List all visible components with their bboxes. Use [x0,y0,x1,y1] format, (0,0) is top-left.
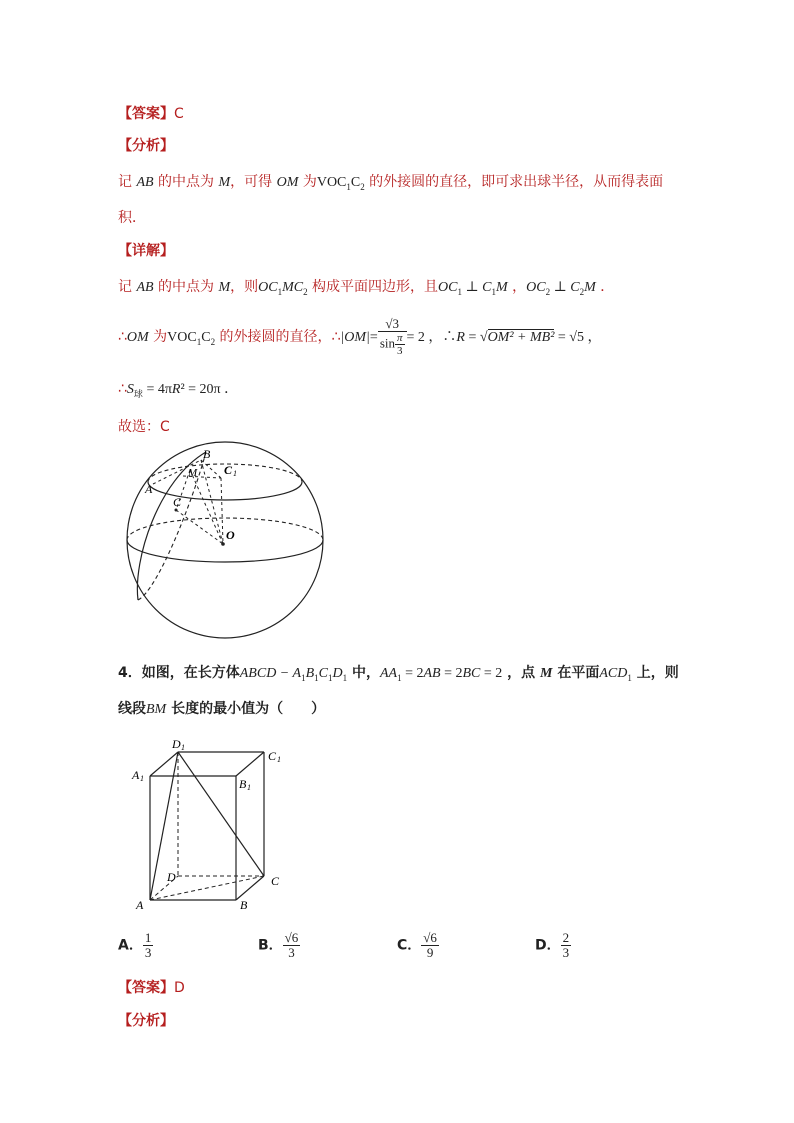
box-label-C: C [271,874,280,888]
question-4-line-2: 线段BM 长度的最小值为（ ） [118,701,326,717]
detail-heading [118,240,174,260]
choose-line: 故选：C [118,419,170,435]
box-label-C1: C [268,749,277,763]
box-label-A: A [136,898,144,912]
cuboid-figure [128,736,293,916]
box-label-B: B [240,898,248,912]
sphere-label-M: M [188,467,198,479]
option-b[interactable]: B． $\frac{√6}{3}$ [258,930,299,960]
svg-text:1: 1 [247,783,251,792]
option-a[interactable]: A． $\frac{1}{3}$ [118,930,152,960]
answer-tag-2: 【答案】 [118,980,174,996]
analysis-tag-2: 【分析】 [118,1013,174,1029]
detail-line-3: $\therefore S_球 = 4\pi R^2 = 20\pi$ ． [118,381,239,399]
svg-text:1: 1 [277,755,281,764]
svg-text:1: 1 [233,469,237,478]
option-d[interactable]: D． $\frac{2}{3}$ [535,930,570,960]
detail-line-2: ∴OM 为$VOC_1C_2$ 的外接圆的直径，∴|OM|= √3 sin $\frac{\pi}{3}$ = 2 ，∴R = √OM² + MB² = √5 ， [118,316,602,357]
question-4-line-1: 4．如图，在长方体ABCD − $A_1B_1C_1D_1$ 中，$AA_1 = 2AB = 2BC = 2$ ，点 M 在平面$ACD_1$ 上，则 [118,665,679,683]
svg-text:1: 1 [140,774,144,783]
option-c[interactable]: C． $\frac{√6}{9}$ [397,930,437,960]
analysis-tag: 【分析】 [118,138,174,154]
box-label-D1: D [172,737,181,751]
sphere-label-B: B [203,447,211,461]
answer-line-2 [118,977,185,997]
sphere-label-O: O [226,528,235,542]
box-label-B1: B [239,777,247,791]
answer-value: C [174,106,184,122]
box-label-D: D [167,870,176,884]
answer-line-1 [118,103,184,123]
analysis-heading-1 [118,135,174,155]
analysis-text-line-1: 记 AB 的中点为 M，可得 OM 为$VOC_1C_2$ 的外接圆的直径，即可求出球半径，从而得表面 [118,174,664,192]
answer-tag: 【答案】 [118,106,174,122]
detail-line-1: 记 AB 的中点为 M，则$OC_1MC_2$ 构成平面四边形，且$OC_1$ ⊥ $C_1M$ ，$OC_2$ ⊥ $C_2M$ ． [118,279,615,297]
analysis-heading-2 [118,1010,174,1030]
box-label-A1: A [132,768,140,782]
fraction-sqrt3-over-sin: √3 sin $\frac{\pi}{3}$ [378,317,407,357]
analysis-text-line-2: 积． [118,210,146,226]
sphere-figure [118,440,333,645]
svg-text:1: 1 [181,743,185,752]
detail-tag: 【详解】 [118,243,174,259]
sphere-label-C2: C [173,495,182,509]
sphere-label-C1: C [224,463,233,477]
answer-value-2: D [174,980,185,996]
sphere-label-A: A [145,482,153,496]
